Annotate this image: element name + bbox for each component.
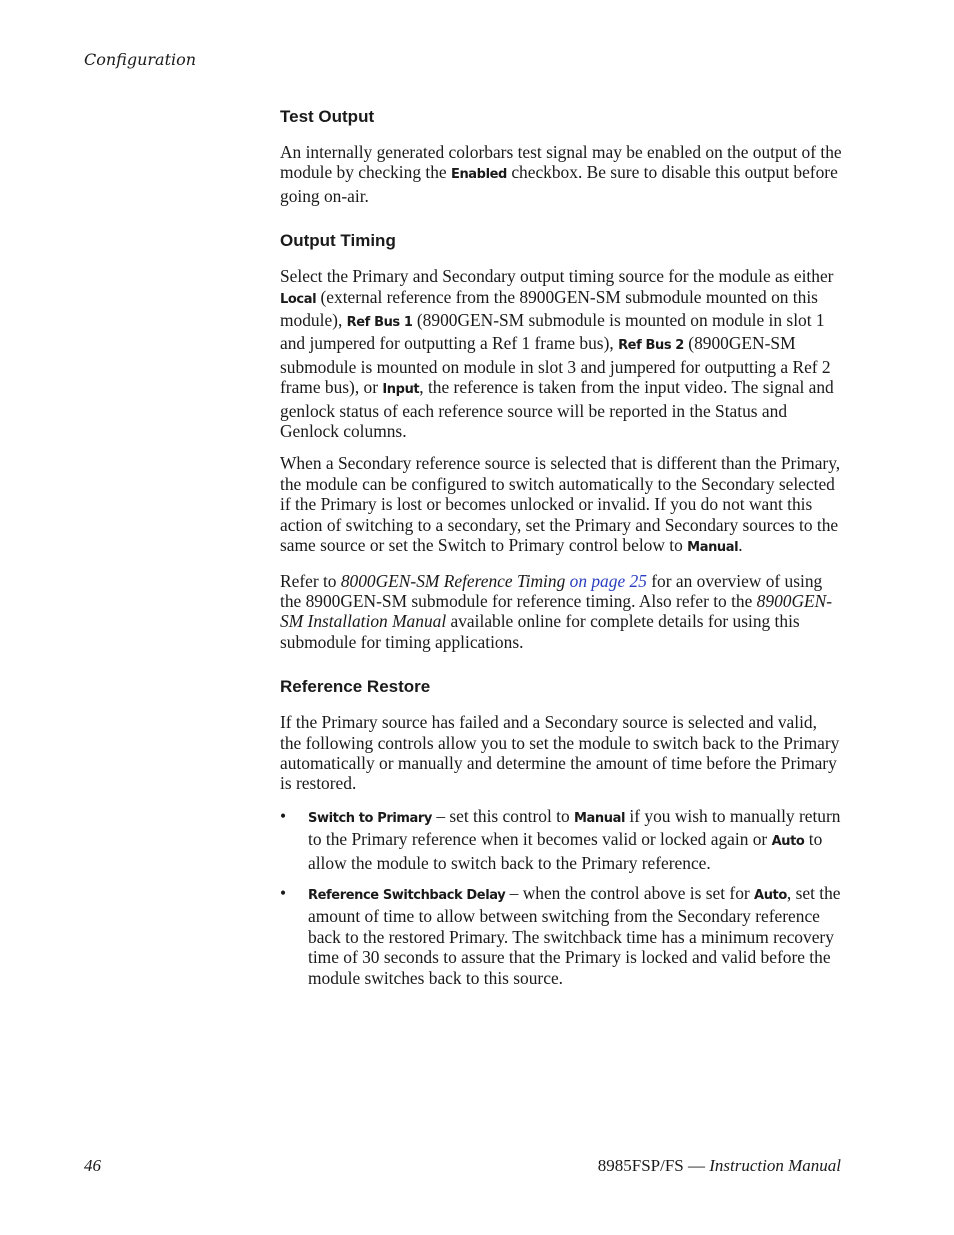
bullet-icon: • (280, 882, 287, 903)
body-text: Refer to (280, 570, 341, 591)
ui-term-input: Input (382, 382, 420, 398)
section-output-timing (280, 230, 842, 652)
page-link[interactable]: on page 25 (569, 570, 647, 591)
ui-term-ref-bus-1: Ref Bus 1 (346, 315, 413, 331)
body-text: available online for complete details for using this submodule for timing applications. (280, 611, 800, 652)
ui-term-manual: Manual (687, 540, 739, 556)
body-text: for an overview of using the 8900GEN-SM submodule for reference timing. Also refer to the (280, 570, 823, 611)
body-text: – when the control above is set for (505, 882, 755, 903)
body-text: , the reference is taken from the input video. The signal and genlock status of each reference source will be reported in the Status and Genlock columns. (280, 377, 834, 442)
section-test-output (280, 106, 842, 206)
running-head: Configuration (84, 50, 197, 69)
bullet-icon: • (280, 805, 287, 826)
manual-model: 8985FSP/FS (597, 1156, 684, 1175)
body-text: to allow the module to switch back to the Primary reference. (308, 829, 823, 873)
paragraph (280, 571, 842, 653)
section-heading: Reference Restore (280, 677, 431, 697)
page-body (280, 106, 842, 1012)
body-text: if you wish to manually return to the Primary reference when it becomes valid or locked again or (308, 805, 841, 850)
body-text: , set the amount of time to allow between switching from the Secondary reference back to the restored Primary. The switchback time has a minimum recovery time of 30 seconds to assure that the Primary is locked and valid before the module switches back to this source. (308, 882, 841, 988)
ui-term-auto: Auto (754, 887, 787, 903)
manual-separator: — (683, 1156, 710, 1175)
body-text: An internally generated colorbars test signal may be enabled on the output of the module by checking the (280, 142, 842, 183)
cross-reference-title: 8000GEN-SM Reference Timing (340, 570, 566, 591)
paragraph (280, 453, 842, 558)
ui-term-local: Local (280, 291, 317, 307)
body-text: – set this control to (432, 805, 575, 826)
ui-term-manual: Manual (574, 810, 626, 826)
section-reference-restore (280, 676, 842, 988)
body-text: . (738, 535, 743, 556)
body-text: When a Secondary reference source is selected that is different than the Primary, the module can be configured to switch automatically to the Secondary selected if the Primary is lost or becomes unlocked or invalid. If you do not want this action of switching to a secondary, set the Primary and Secondary sources to the same source or set the Switch to Primary control below to (280, 453, 841, 556)
ui-term-reference-switchback-delay: Reference Switchback Delay (308, 887, 506, 903)
page-number: 46 (84, 1156, 101, 1175)
ui-term-ref-bus-2: Ref Bus 2 (618, 338, 684, 354)
list-item (280, 806, 842, 873)
ui-term-switch-to-primary: Switch to Primary (308, 810, 432, 826)
ui-term-enabled: Enabled (450, 167, 507, 183)
ui-term-auto: Auto (771, 834, 805, 850)
body-text: Select the Primary and Secondary output timing source for the module as either (280, 266, 834, 287)
body-text: (8900GEN-SM submodule is mounted on module in slot 1 and jumpered for outputting a Ref 1 frame bus), (280, 310, 825, 354)
section-heading: Output Timing (280, 231, 396, 251)
paragraph (280, 266, 842, 441)
list-item (280, 883, 842, 988)
bullet-list (280, 806, 842, 988)
paragraph (280, 142, 842, 206)
body-text: (external reference from the 8900GEN-SM submodule mounted on this module), (280, 286, 818, 331)
section-heading: Test Output (280, 107, 375, 126)
footer-manual-title (598, 1156, 841, 1176)
manual-name: Instruction Manual (709, 1156, 841, 1175)
body-text: (8900GEN-SM submodule is mounted on module in slot 3 and jumpered for outputting a Ref 2 frame bus), or (280, 333, 831, 398)
paragraph: If the Primary source has failed and a Secondary source is selected and valid, the following controls allow you to set the module to switch back to the Primary automatically or manually and determine the amount of time before the Primary is restored. (280, 712, 840, 794)
manual-title: 8900GEN-SM Installation Manual (280, 590, 833, 632)
body-text: checkbox. Be sure to disable this output before going on-air. (280, 162, 838, 206)
